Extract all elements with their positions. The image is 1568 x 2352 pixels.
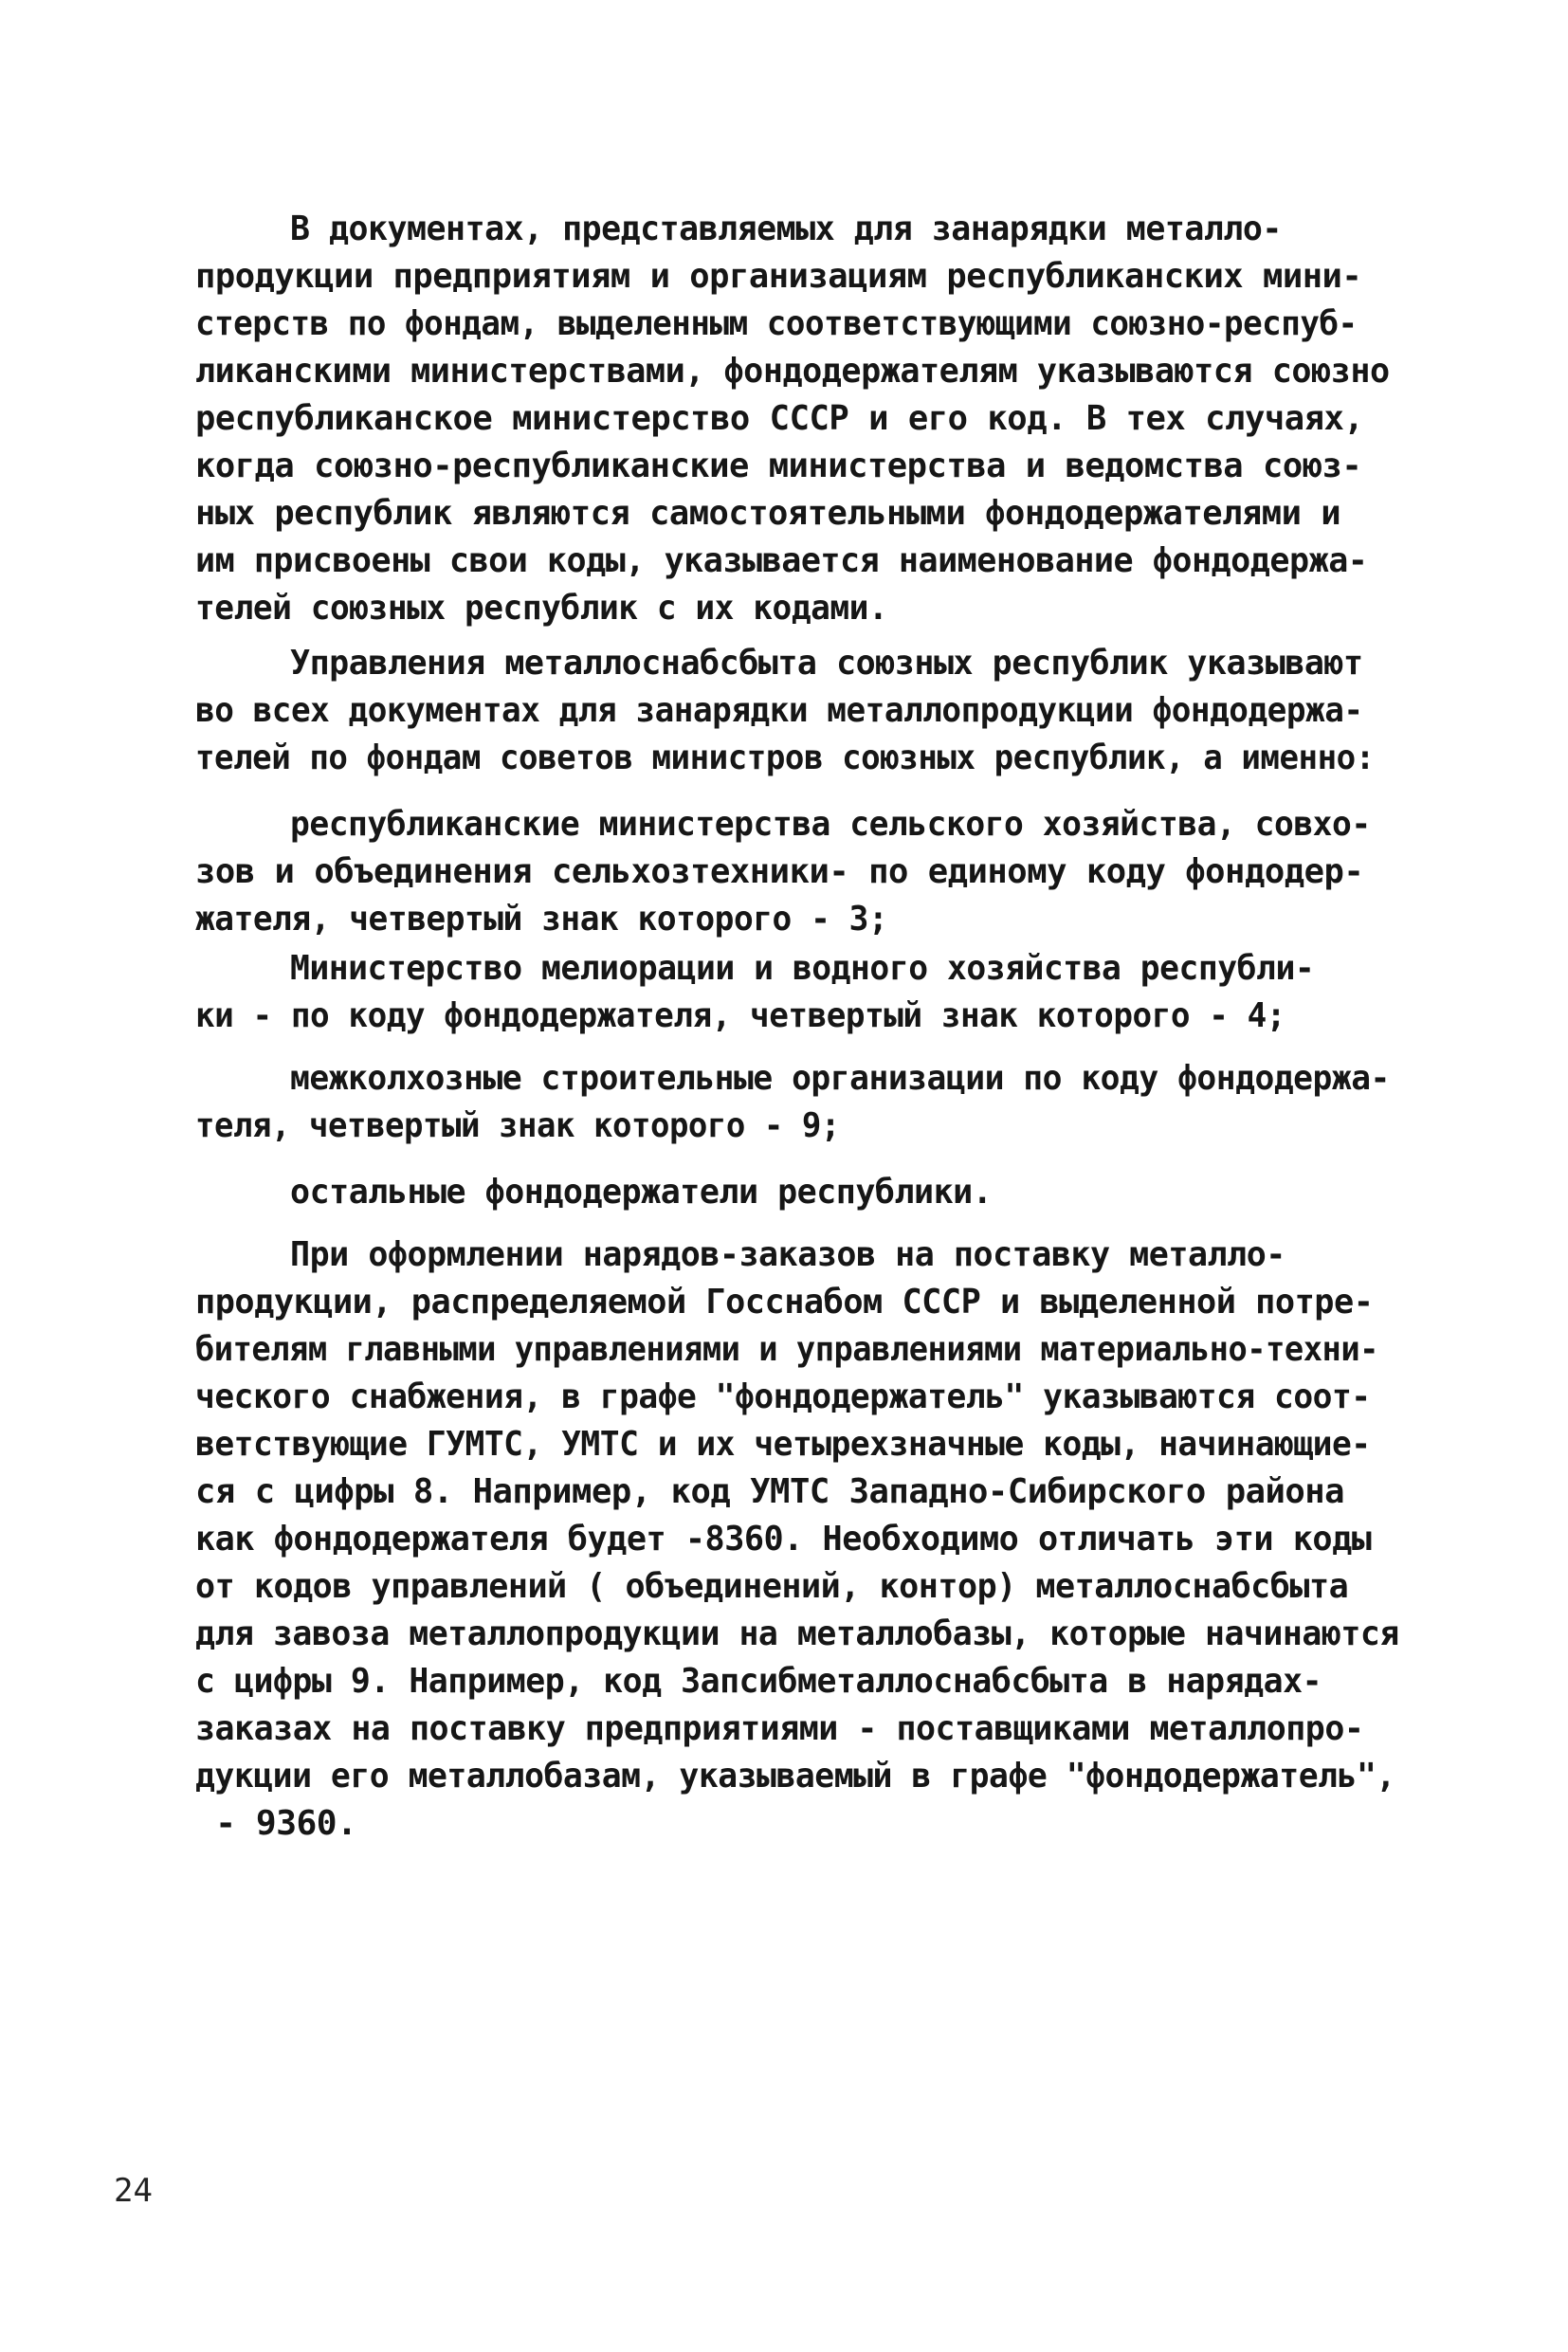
text-line: во всех документах для занарядки металлопродукции фондодержа- [195, 691, 1363, 730]
page-number: 24 [114, 2172, 153, 2210]
text-line: заказах на поставку предприятиями - поставщиками металлопро- [195, 1709, 1364, 1748]
text-line: ных республик являются самостоятельными фондодержателями и [195, 494, 1341, 533]
text-line: бителям главными управлениями и управлениями материально-техни- [195, 1330, 1378, 1369]
text-line: с цифры 9. Например, код Запсибметаллоснабсбыта в нарядах- [195, 1662, 1322, 1701]
text-line: от кодов управлений ( объединений, контор) металлоснабсбыта [195, 1567, 1349, 1606]
text-line: Управления металлоснабсбыта союзных республик указывают [290, 644, 1363, 683]
text-line: В документах, представляемых для занарядки металло- [290, 210, 1282, 248]
text-line: зов и объединения сельхозтехники- по единому коду фондодер- [195, 852, 1364, 891]
text-line: республиканское министерство СССР и его код. В тех случаях, [195, 399, 1364, 438]
text-line: остальные фондодержатели республики. [290, 1173, 993, 1212]
text-line: как фондодержателя будет -8360. Необходимо отличать эти коды [195, 1520, 1372, 1559]
text-line: При оформлении нарядов-заказов на поставку металло- [290, 1235, 1285, 1274]
text-line: стерств по фондам, выделенным соответствующими союзно-респуб- [195, 304, 1358, 343]
text-line: - 9360. [195, 1804, 357, 1843]
text-line: жателя, четвертый знак которого - 3; [195, 900, 888, 939]
text-line: продукции предприятиям и организациям республиканских мини- [195, 257, 1362, 296]
text-line: для завоза металлопродукции на металлобазы, которые начинаются [195, 1614, 1399, 1653]
text-line: межколхозные строительные организации по коду фондодержа- [290, 1059, 1390, 1098]
text-line: ликанскими министерствами, фондодержателям указываются союзно [195, 352, 1390, 391]
text-line: республиканские министерства сельского хозяйства, совхо- [290, 805, 1371, 844]
text-line: продукции, распределяемой Госснабом СССР и выделенной потре- [195, 1283, 1374, 1322]
text-line: телей по фондам советов министров союзных республик, а именно: [195, 738, 1375, 777]
text-line: ки - по коду фондодержателя, четвертый знак которого - 4; [195, 996, 1285, 1035]
text-line: ся с цифры 8. Например, код УМТС Западно-Сибирского района [195, 1472, 1345, 1511]
text-line: ветствующие ГУМТС, УМТС и их четырехзначные коды, начинающие- [195, 1425, 1371, 1464]
text-line: дукции его металлобазам, указываемый в графе "фондодержатель", [195, 1757, 1395, 1796]
text-line: Министерство мелиорации и водного хозяйства республи- [290, 949, 1315, 988]
text-line: когда союзно-республиканские министерства и ведомства союз- [195, 447, 1362, 485]
text-line: им присвоены свои коды, указывается наименование фондодержа- [195, 541, 1368, 580]
text-line: ческого снабжения, в графе "фондодержатель" указываются соот- [195, 1377, 1371, 1416]
text-line: теля, четвертый знак которого - 9; [195, 1106, 840, 1145]
text-line: телей союзных республик с их кодами. [195, 589, 888, 628]
